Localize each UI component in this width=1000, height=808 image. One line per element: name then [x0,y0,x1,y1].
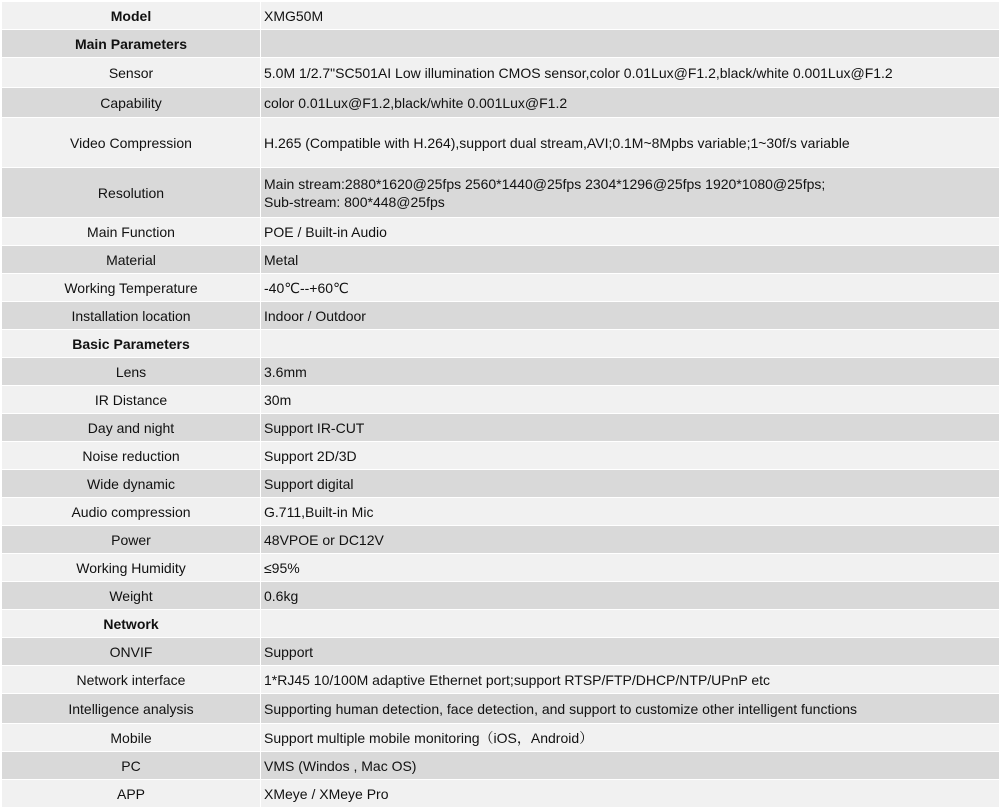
spec-label: Installation location [2,302,261,330]
table-row [2,752,1000,780]
spec-label: APP [2,780,261,808]
spec-value: Support multiple mobile monitoring（iOS，Android） [261,724,1000,752]
table-row [2,218,1000,246]
spec-value [261,168,1000,218]
spec-label: IR Distance [2,386,261,414]
spec-value: POE / Built-in Audio [261,218,1000,246]
section-basic-parameters [2,330,1000,358]
spec-value: Support digital [261,470,1000,498]
spec-label: Weight [2,582,261,610]
table-row-model [2,2,1000,30]
table-row [2,358,1000,386]
section-main-parameters [2,30,1000,58]
table-row [2,302,1000,330]
table-row [2,554,1000,582]
table-row [2,386,1000,414]
spec-label: Day and night [2,414,261,442]
spec-value: 1*RJ45 10/100M adaptive Ethernet port;support RTSP/FTP/DHCP/NTP/UPnP etc [261,666,1000,694]
spec-value: 30m [261,386,1000,414]
model-label: Model [2,2,261,30]
table-row [2,724,1000,752]
table-row [2,526,1000,554]
spec-value: 5.0M 1/2.7"SC501AI Low illumination CMOS sensor,color 0.01Lux@F1.2,black/white 0.001Lux@F1.2 [261,58,1000,88]
table-row [2,498,1000,526]
spec-label: Material [2,246,261,274]
table-row [2,414,1000,442]
spec-label: Lens [2,358,261,386]
table-row [2,274,1000,302]
spec-label: Capability [2,88,261,118]
table-row [2,666,1000,694]
spec-value: 3.6mm [261,358,1000,386]
spec-label: Mobile [2,724,261,752]
spec-value: H.265 (Compatible with H.264),support dual stream,AVI;0.1M~8Mpbs variable;1~30f/s variable [261,118,1000,168]
table-row [2,780,1000,808]
model-value: XMG50M [261,2,1000,30]
table-row [2,442,1000,470]
spec-label: Working Humidity [2,554,261,582]
spec-value: Supporting human detection, face detection, and support to customize other intelligent functions [261,694,1000,724]
spec-label: Working Temperature [2,274,261,302]
table-row [2,582,1000,610]
spec-value: 48VPOE or DC12V [261,526,1000,554]
spec-label: Main Function [2,218,261,246]
table-row [2,118,1000,168]
spec-value: 0.6kg [261,582,1000,610]
table-row [2,694,1000,724]
spec-label: Video Compression [2,118,261,168]
section-title: Main Parameters [2,30,261,58]
table-row [2,246,1000,274]
section-title: Network [2,610,261,638]
table-row [2,470,1000,498]
spec-label: Intelligence analysis [2,694,261,724]
spec-value: ≤95% [261,554,1000,582]
spec-value: -40℃--+60℃ [261,274,1000,302]
spec-value: Metal [261,246,1000,274]
resolution-sub-stream: Sub-stream: 800*448@25fps [264,193,445,210]
spec-label: Sensor [2,58,261,88]
spec-label: Wide dynamic [2,470,261,498]
table-row [2,88,1000,118]
spec-label: Resolution [2,168,261,218]
table-row [2,58,1000,88]
spec-label: Audio compression [2,498,261,526]
spec-value: XMeye / XMeye Pro [261,780,1000,808]
spec-value: Support 2D/3D [261,442,1000,470]
spec-label: ONVIF [2,638,261,666]
spec-label: Noise reduction [2,442,261,470]
spec-label: Network interface [2,666,261,694]
spec-value: G.711,Built-in Mic [261,498,1000,526]
spec-label: Power [2,526,261,554]
spec-label: PC [2,752,261,780]
spec-value: Indoor / Outdoor [261,302,1000,330]
spec-table [1,1,1000,808]
spec-value: VMS (Windos , Mac OS) [261,752,1000,780]
table-row [2,168,1000,218]
section-network [2,610,1000,638]
spec-value: Support [261,638,1000,666]
table-row [2,638,1000,666]
spec-value: color 0.01Lux@F1.2,black/white 0.001Lux@F1.2 [261,88,1000,118]
spec-value: Support IR-CUT [261,414,1000,442]
section-title: Basic Parameters [2,330,261,358]
resolution-main-stream: Main stream:2880*1620@25fps 2560*1440@25fps 2304*1296@25fps 1920*1080@25fps; [264,175,826,192]
